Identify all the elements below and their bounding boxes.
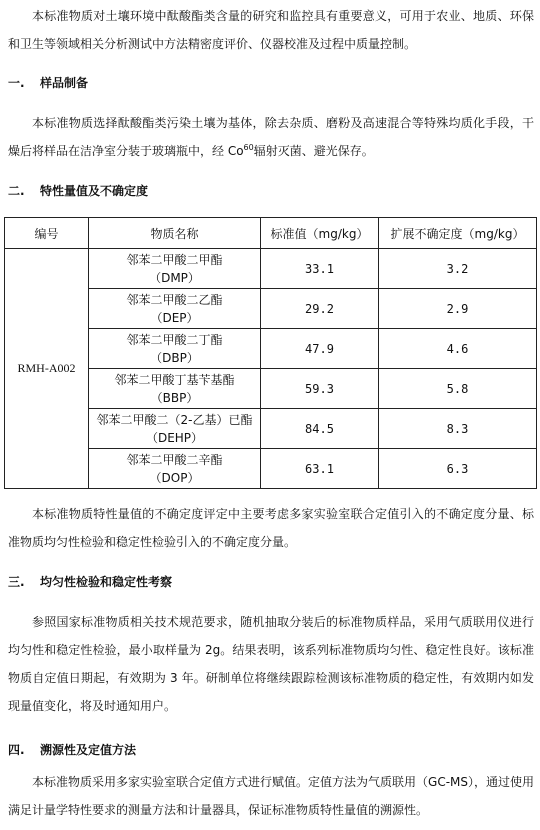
- intro-paragraph: 本标准物质对土壤环境中酞酸酯类含量的研究和监控具有重要意义，可用于农业、地质、环保和卫生等领域相关分析测试中方法精密度评价、仪器校准及过程中质量控制。: [8, 9, 534, 51]
- section-1-heading: [8, 74, 88, 91]
- standard-value: 59.3: [261, 369, 379, 409]
- section-1-paragraph: [8, 109, 534, 165]
- section-3-title: 均匀性检验和稳定性考察: [40, 575, 173, 589]
- section-2-heading: [8, 182, 148, 199]
- substance-name-cell: [89, 249, 261, 289]
- table-header-row: [5, 218, 537, 249]
- substance-name-cell: [89, 449, 261, 489]
- substance-abbr: （DEHP）: [145, 430, 204, 445]
- uncertainty-value: 4.6: [379, 329, 537, 369]
- uncertainty-value: 6.3: [379, 449, 537, 489]
- standard-value: 33.1: [261, 249, 379, 289]
- header-standard-value: 标准值（mg/kg）: [261, 218, 379, 249]
- material-code: RMH-A002: [5, 249, 89, 489]
- substance-name: 邻苯二甲酸二丁酯: [126, 332, 223, 347]
- section-4-number: 四.: [8, 743, 25, 757]
- section-4-title: 溯源性及定值方法: [40, 743, 137, 757]
- property-values-table: [4, 217, 537, 489]
- section-3-number: 三.: [8, 575, 25, 589]
- co-isotope-superscript: 60: [243, 143, 254, 152]
- substance-abbr: （DOP）: [149, 470, 200, 485]
- table-row: [5, 249, 537, 289]
- standard-value: 63.1: [261, 449, 379, 489]
- uncertainty-value: 8.3: [379, 409, 537, 449]
- header-substance-name: 物质名称: [89, 218, 261, 249]
- uncertainty-value: 5.8: [379, 369, 537, 409]
- section-1-text: 本标准物质选择酞酸酯类污染土壤为基体，除去杂质、磨粉及高速混合等特殊均质化手段，干燥后将样品在洁净室分装于玻璃瓶中，经 Co: [8, 116, 534, 158]
- substance-name-cell: [89, 289, 261, 329]
- substance-name-cell: [89, 329, 261, 369]
- section-3-paragraph: 参照国家标准物质相关技术规范要求，随机抽取分装后的标准物质样品，采用气质联用仪进行均匀性和稳定性检验，最小取样量为 2g。结果表明，该系列标准物质均匀性、稳定性良好。该标准物质自定值日期起，有效期为 3 年。研制单位将继续跟踪检测该标准物质的稳定性，有效期内如发现量值变化，将及时通知用户。: [8, 615, 534, 713]
- substance-name: 邻苯二甲酸丁基苄基酯: [114, 372, 235, 387]
- section-3-heading: [8, 573, 172, 590]
- standard-value: 29.2: [261, 289, 379, 329]
- section-1-title: 样品制备: [40, 76, 89, 90]
- section-2-title: 特性量值及不确定度: [40, 184, 149, 198]
- section-2-paragraph: 本标准物质特性量值的不确定度评定中主要考虑多家实验室联合定值引入的不确定度分量、标准物质均匀性检验和稳定性检验引入的不确定度分量。: [8, 507, 534, 549]
- substance-name: 邻苯二甲酸二乙酯: [126, 292, 223, 307]
- section-1-text-end: 辐射灭菌、避光保存。: [253, 144, 374, 158]
- substance-abbr: （DMP）: [149, 270, 200, 285]
- substance-abbr: （BBP）: [150, 390, 199, 405]
- uncertainty-value: 2.9: [379, 289, 537, 329]
- section-1-number: 一.: [8, 76, 25, 90]
- substance-name: 邻苯二甲酸二（2-乙基）已酯: [96, 412, 253, 427]
- section-2-number: 二.: [8, 184, 25, 198]
- substance-name-cell: [89, 369, 261, 409]
- uncertainty-value: 3.2: [379, 249, 537, 289]
- substance-abbr: （DEP）: [150, 310, 199, 325]
- substance-abbr: （DBP）: [150, 350, 199, 365]
- substance-name: 邻苯二甲酸二辛酯: [126, 452, 223, 467]
- section-4-paragraph: 本标准物质采用多家实验室联合定值方式进行赋值。定值方法为气质联用（GC-MS），通过使用满足计量学特性要求的测量方法和计量器具，保证标准物质特性量值的溯源性。: [8, 775, 534, 817]
- header-code: 编号: [5, 218, 89, 249]
- substance-name: 邻苯二甲酸二甲酯: [126, 252, 223, 267]
- substance-name-cell: [89, 409, 261, 449]
- standard-value: 84.5: [261, 409, 379, 449]
- header-expanded-uncertainty: 扩展不确定度（mg/kg）: [379, 218, 537, 249]
- standard-value: 47.9: [261, 329, 379, 369]
- section-4-heading: [8, 741, 136, 758]
